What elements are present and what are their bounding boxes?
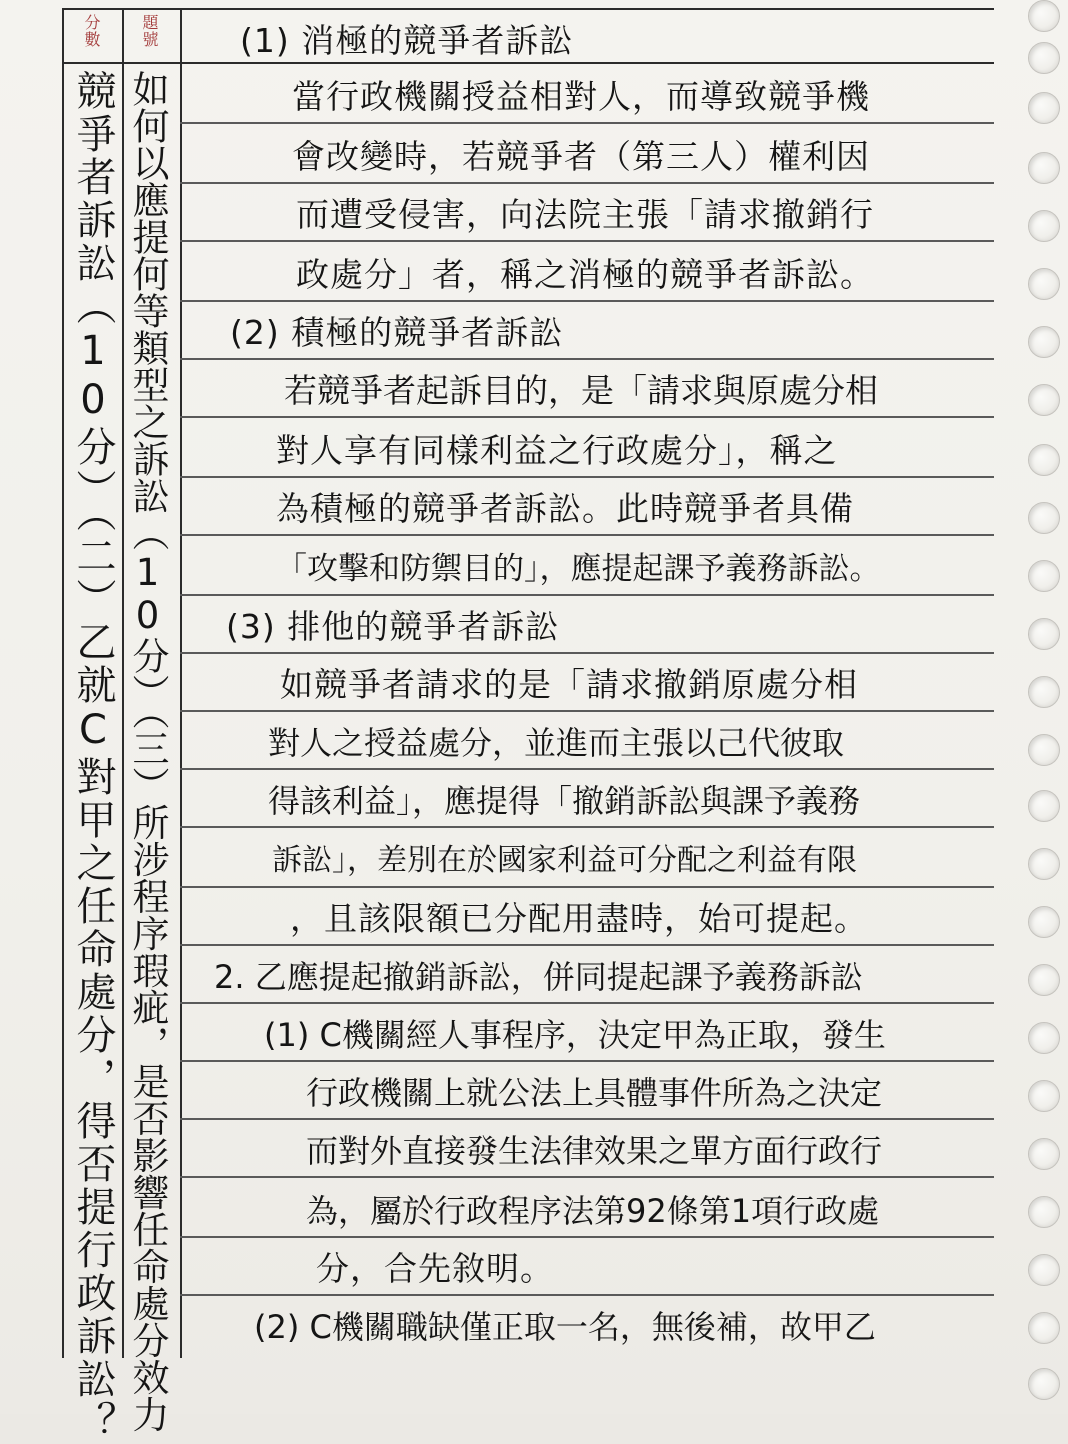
ruled-line [180, 476, 994, 478]
ruled-line [180, 416, 994, 418]
question-text-column-1: 競爭者訴訟（10分）（二）乙就C對甲之任命處分，得否提行政訴訟？ [70, 70, 116, 1444]
answer-heading-2: (2) 積極的競爭者訴訟 [230, 313, 564, 352]
ruled-line [180, 826, 994, 828]
binding-hole [1028, 1312, 1060, 1344]
binding-hole [1028, 210, 1060, 242]
answer-heading-4: 2. 乙應提起撤銷訴訟，併同提起課予義務訴訟 [214, 958, 863, 996]
answer-line: (2) C機關職缺僅正取一名，無後補，故甲乙 [254, 1308, 876, 1346]
question-number-label: 題號 [140, 14, 159, 48]
binding-hole [1028, 384, 1060, 416]
binding-hole [1028, 42, 1060, 74]
answer-line: 行政機關上就公法上具體事件所為之決定 [306, 1074, 883, 1112]
ruled-line [180, 534, 994, 536]
answer-line: 分，合先敘明。 [316, 1249, 554, 1288]
answer-line: ，且該限額已分配用盡時，始可提起。 [290, 899, 868, 938]
answer-line: 為積極的競爭者訴訟。此時競爭者具備 [276, 489, 854, 528]
answer-line: 而對外直接發生法律效果之單方面行政行 [306, 1132, 883, 1170]
answer-heading-3: (3) 排他的競爭者訴訟 [226, 607, 560, 646]
ruled-line [180, 1236, 994, 1238]
binding-hole [1028, 906, 1060, 938]
binding-hole [1028, 1022, 1060, 1054]
ruled-line [180, 652, 994, 654]
binding-hole [1028, 560, 1060, 592]
answer-line: 若競爭者起訴目的，是「請求與原處分相 [284, 371, 878, 410]
ruled-line [180, 710, 994, 712]
binding-hole [1028, 0, 1060, 32]
binding-hole [1028, 502, 1060, 534]
question-text-column-2: 如何以應提何等類型之訴訟（10分）（三）所涉程序瑕疵，是否影響任命處分效力 [126, 70, 169, 1433]
binding-hole [1028, 1196, 1060, 1228]
column-divider [180, 8, 182, 1358]
ruled-line [180, 240, 994, 242]
binding-hole [1028, 326, 1060, 358]
binding-hole [1028, 676, 1060, 708]
ruled-line [180, 1060, 994, 1062]
score-column-label: 分數 [82, 14, 101, 48]
binding-hole [1028, 848, 1060, 880]
binding-hole [1028, 444, 1060, 476]
ruled-line [180, 358, 994, 360]
ruled-line [180, 944, 994, 946]
binding-hole [1028, 734, 1060, 766]
binding-hole [1028, 790, 1060, 822]
ruled-line [180, 300, 994, 302]
answer-line: 而遭受侵害，向法院主張「請求撤銷行 [296, 195, 874, 234]
answer-line: 會改變時，若競爭者（第三人）權利因 [292, 137, 870, 176]
answer-line: 得該利益」，應提得「撤銷訴訟與課予義務 [268, 782, 861, 820]
answer-line: 如競爭者請求的是「請求撤銷原處分相 [280, 665, 858, 704]
answer-line: (1) C機關經人事程序，決定甲為正取，發生 [264, 1016, 886, 1054]
ruled-line [180, 768, 994, 770]
ruled-line [180, 1002, 994, 1004]
binding-hole [1028, 1254, 1060, 1286]
binding-hole [1028, 618, 1060, 650]
ruled-line [180, 594, 994, 596]
binding-hole [1028, 152, 1060, 184]
answer-line: 當行政機關授益相對人，而導致競爭機 [292, 77, 870, 116]
answer-line: 政處分」者，稱之消極的競爭者訴訟。 [296, 255, 874, 294]
answer-line: 訴訟」，差別在於國家利益可分配之利益有限 [272, 843, 857, 878]
answer-heading-1: (1) 消極的競爭者訴訟 [240, 21, 574, 60]
binding-hole [1028, 964, 1060, 996]
ruled-line [180, 1294, 994, 1296]
binding-hole [1028, 1138, 1060, 1170]
binding-hole [1028, 92, 1060, 124]
binding-hole [1028, 1368, 1060, 1400]
answer-line: 對人享有同樣利益之行政處分」，稱之 [276, 431, 838, 470]
answer-line: 為，屬於行政程序法第92條第1項行政處 [306, 1192, 880, 1230]
binding-hole [1028, 268, 1060, 300]
ruled-line [180, 182, 994, 184]
answer-line: 「攻擊和防禦目的」，應提起課予義務訴訟。 [276, 551, 881, 587]
answer-line: 對人之授益處分，並進而主張以己代彼取 [268, 724, 845, 762]
ruled-line [180, 1118, 994, 1120]
ruled-line [180, 886, 994, 888]
binding-hole [1028, 1080, 1060, 1112]
ruled-line [180, 1176, 994, 1178]
ruled-line [180, 122, 994, 124]
